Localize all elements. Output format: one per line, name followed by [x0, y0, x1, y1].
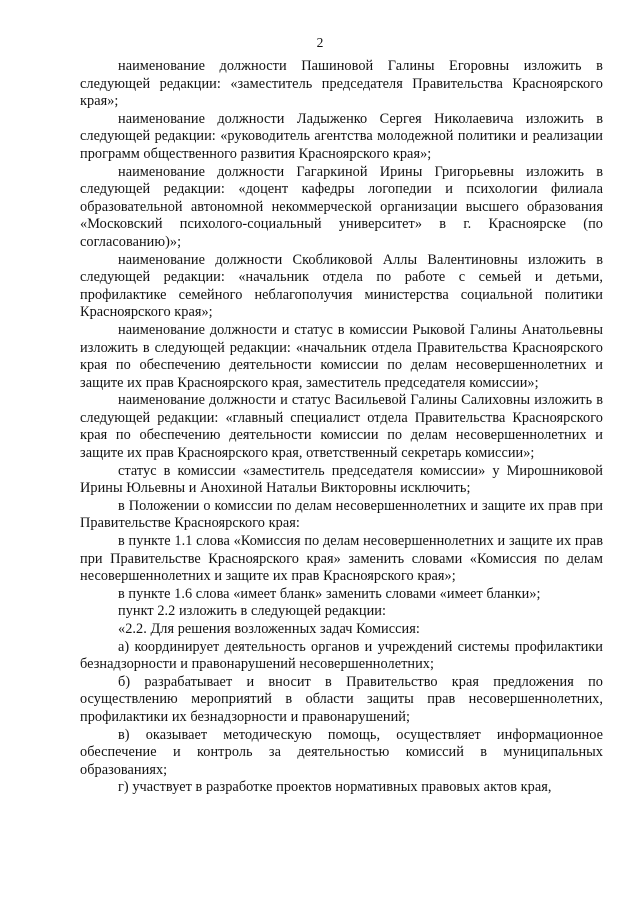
paragraph: б) разрабатывает и вносит в Правительство края предложения по осуществлению мероприятий в области защиты прав несовершеннолетних, профилактики их безнадзорности и правонарушений; — [80, 673, 603, 725]
page-number: 2 — [316, 35, 324, 50]
paragraph: статус в комиссии «заместитель председателя комиссии» у Мирошниковой Ирины Юльевны и Анохиной Натальи Викторовны исключить; — [80, 462, 603, 497]
paragraph: наименование должности Пашиновой Галины Егоровны изложить в следующей редакции: «заместитель председателя Правительства Красноярского края»; — [80, 58, 603, 110]
paragraph: наименование должности Скобликовой Аллы Валентиновны изложить в следующей редакции: «начальник отдела по работе с семьей и детьми, профилактике семейного неблагополучия министерства социальной политики Красноярского края»; — [80, 251, 603, 321]
paragraph: в пункте 1.1 слова «Комиссия по делам несовершеннолетних и защите их прав при Правительстве Красноярского края» заменить словами «Комиссия по делам несовершеннолетних и защите их прав Красноярского края»; — [80, 533, 603, 585]
paragraph: г) участвует в разработке проектов нормативных правовых актов края, — [118, 779, 552, 796]
paragraph: в) оказывает методическую помощь, осуществляет информационное обеспечение и контроль за деятельностью комиссий в муниципальных образованиях; — [80, 726, 603, 778]
paragraph: пункт 2.2 изложить в следующей редакции: — [118, 603, 387, 620]
paragraph: наименование должности и статус Васильевой Галины Салиховны изложить в следующей редакции: «главный специалист отдела Правительства Красноярского края по обеспечению деятельности комиссии по делам несовершеннолетних и защите их прав Красноярского края, ответственный секретарь комиссии»; — [80, 392, 603, 462]
paragraph: в Положении о комиссии по делам несовершеннолетних и защите их прав при Правительстве Красноярского края: — [80, 497, 603, 532]
paragraph: наименование должности и статус в комиссии Рыковой Галины Анатольевны изложить в следующей редакции: «начальник отдела Правительства Красноярского края по обеспечению деятельности комиссии по делам несовершеннолетних и защите их прав Красноярского края, заместитель председателя комиссии»; — [80, 321, 603, 391]
paragraph: в пункте 1.6 слова «имеет бланк» заменить словами «имеет бланки»; — [118, 585, 541, 602]
paragraph: «2.2. Для решения возложенных задач Комиссия: — [118, 621, 420, 637]
paragraph: а) координирует деятельность органов и учреждений системы профилактики безнадзорности и правонарушений несовершеннолетних; — [80, 638, 603, 673]
paragraph: наименование должности Ладыженко Сергея Николаевича изложить в следующей редакции: «руководитель агентства молодежной политики и реализации программ общественного развития Красноярского края»; — [80, 110, 603, 162]
document-body — [80, 58, 603, 797]
paragraph: наименование должности Гагаркиной Ирины Григорьевны изложить в следующей редакции: «доцент кафедры логопедии и психологии филиала образовательной автономной некоммерческой организации высшего образования «Московский психолого-социальный университет» в г. Красноярске (по согласованию)»; — [80, 163, 603, 250]
